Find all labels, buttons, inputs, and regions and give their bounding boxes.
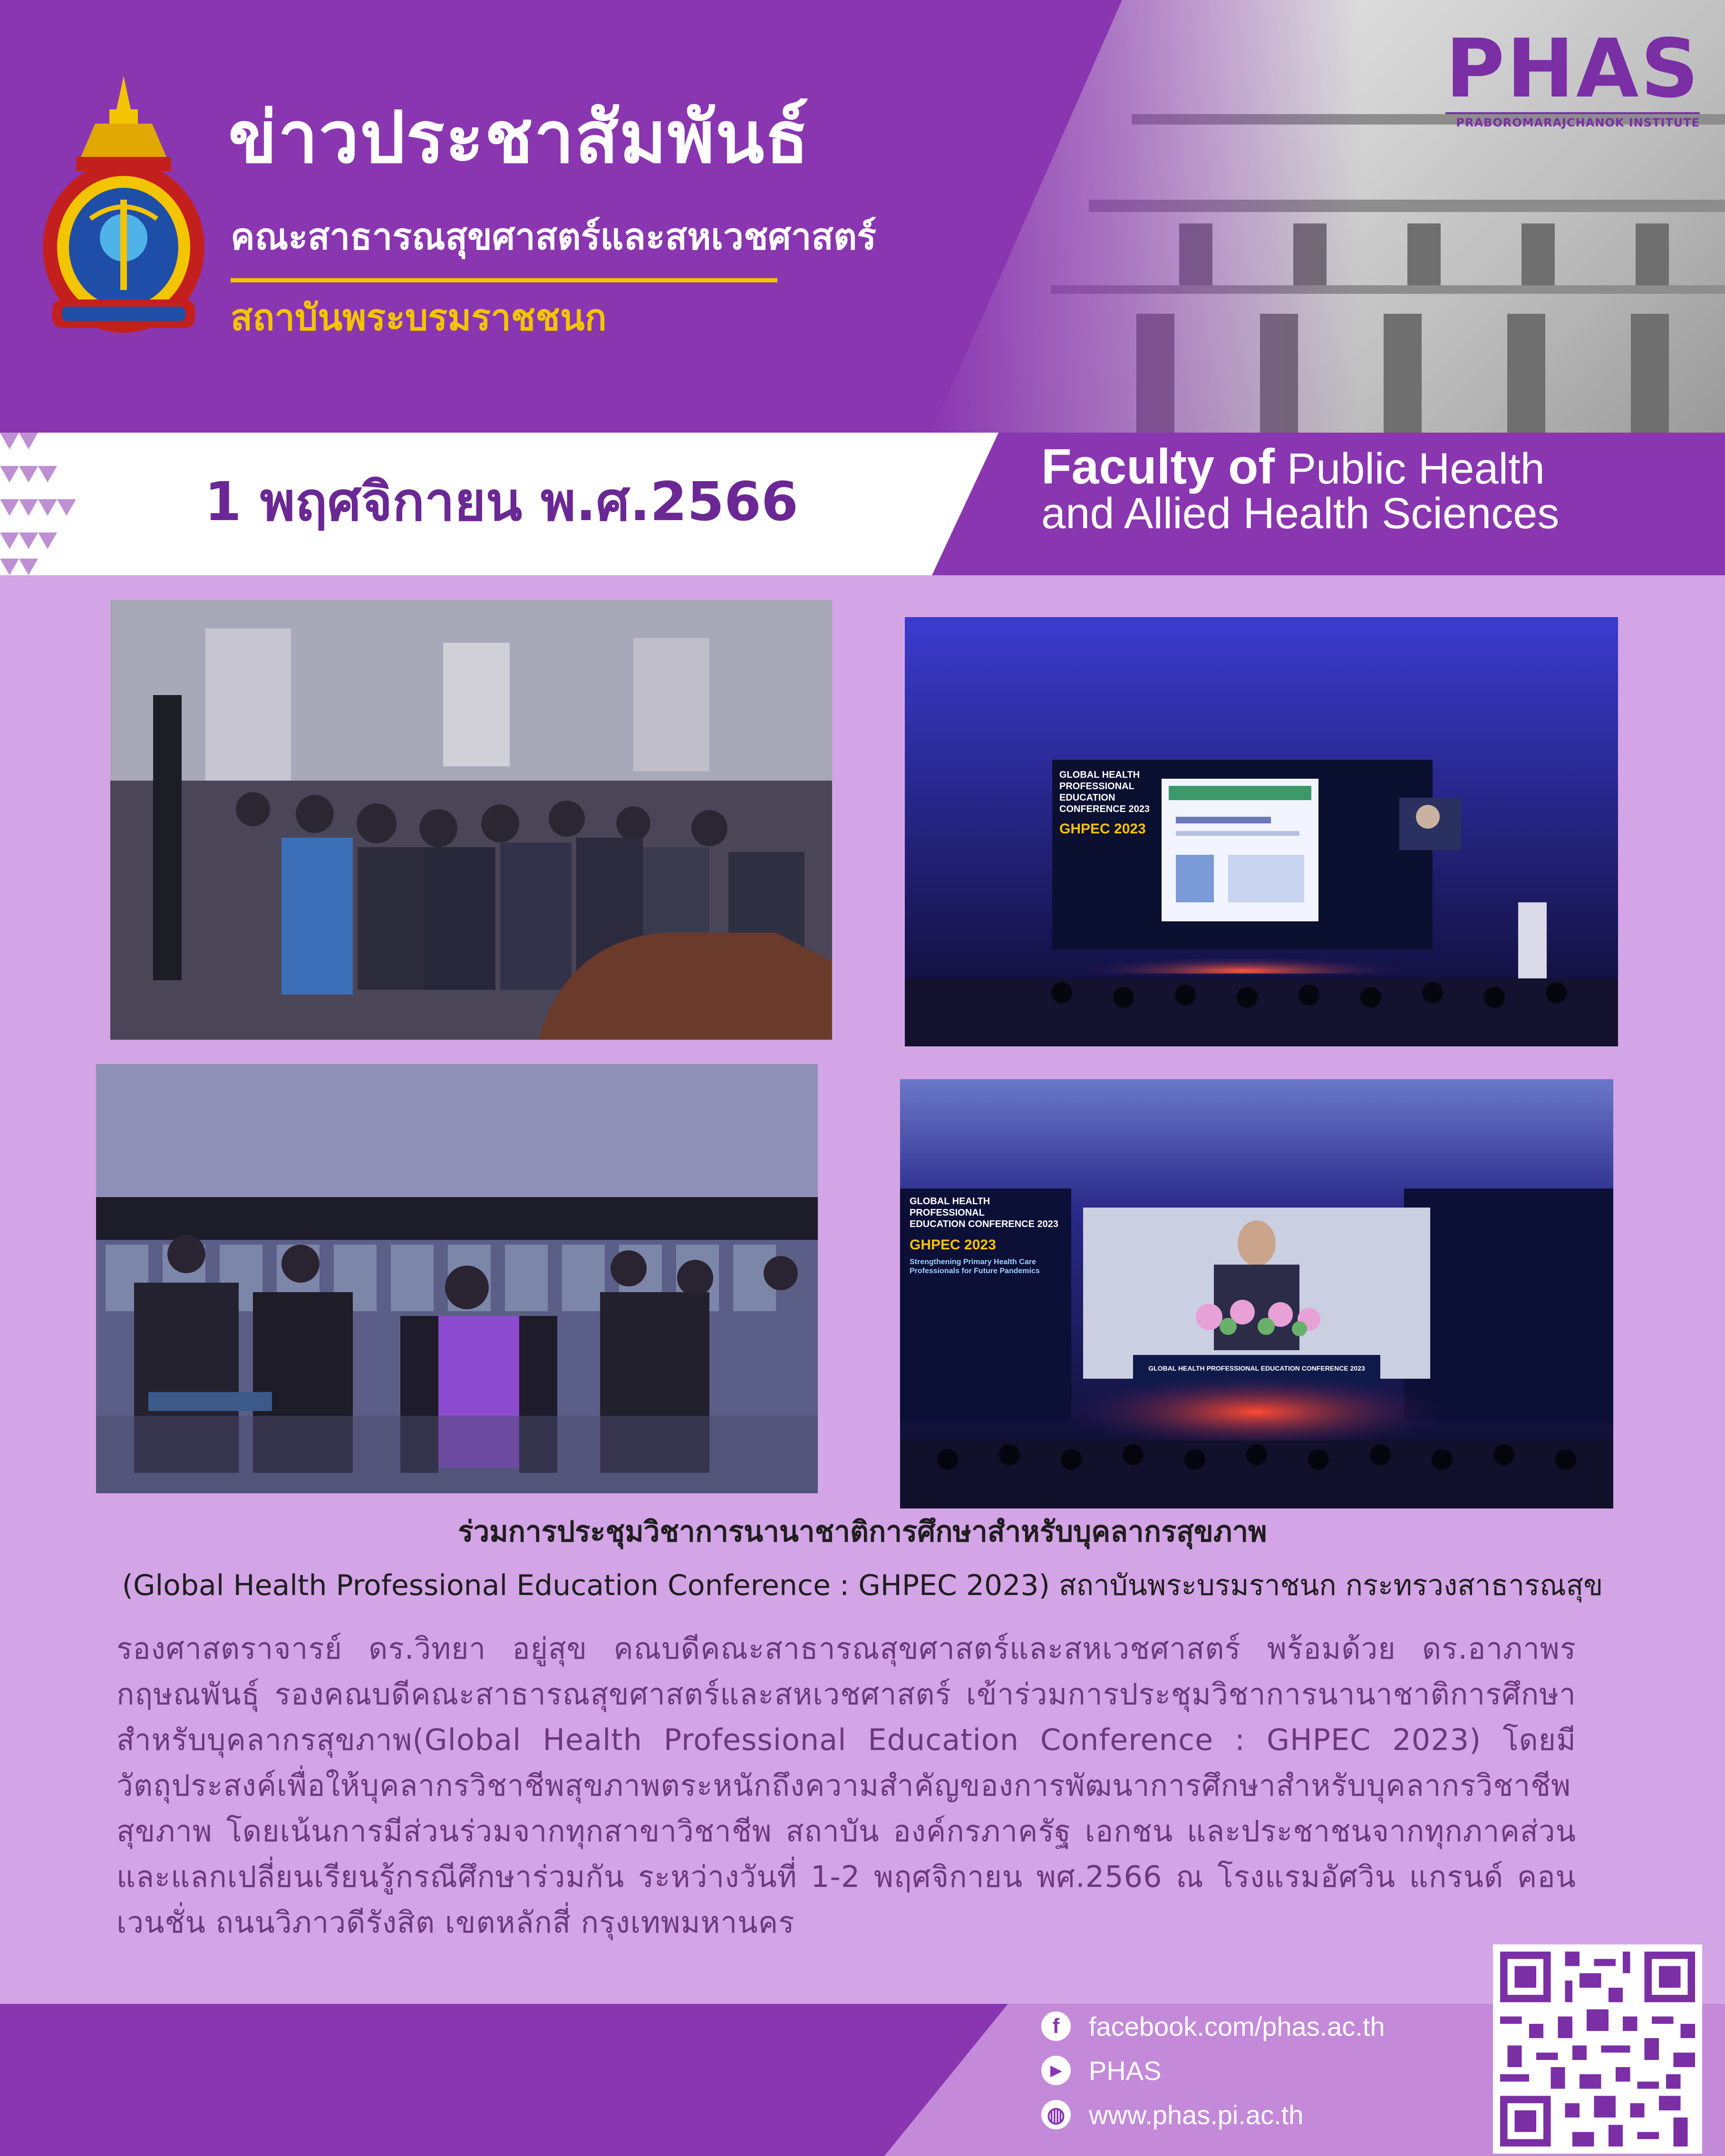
footer-facebook-link[interactable] [1041, 2007, 1385, 2045]
podium-banner: GLOBAL HEALTH PROFESSIONAL EDUCATION CONFERENCE 2023 [1148, 1364, 1365, 1372]
facebook-url[interactable]: facebook.com/phas.ac.th [1089, 2011, 1385, 2041]
photo-audience-side [96, 1064, 818, 1493]
faculty-name-en-bold: Faculty of [1041, 439, 1275, 494]
website-url[interactable]: www.phas.pi.ac.th [1089, 2099, 1304, 2130]
institute-name-th: สถาบันพระบรมราชชนก [231, 296, 607, 338]
photo-audience-front [110, 600, 832, 1040]
institute-emblem-icon [33, 76, 214, 342]
screen-title-line1: GLOBAL HEALTH PROFESSIONAL [1059, 770, 1140, 792]
side-screen-title-line1: GLOBAL HEALTH PROFESSIONAL [910, 1196, 990, 1218]
screen-event-name: GHPEC 2023 [1059, 821, 1146, 837]
side-screen-event-name: GHPEC 2023 [910, 1237, 996, 1253]
title-divider [231, 278, 777, 282]
globe-icon: ◍ [1041, 2100, 1071, 2129]
post-date: 1 พฤศจิกายน พ.ศ.2566 [204, 471, 798, 533]
side-screen-title-line2: EDUCATION CONFERENCE 2023 [910, 1219, 1059, 1229]
youtube-channel[interactable]: PHAS [1089, 2055, 1162, 2086]
footer-website-link[interactable] [1041, 2096, 1303, 2134]
screen-title-line2: EDUCATION CONFERENCE 2023 [1059, 793, 1150, 814]
faculty-name-en-line1 [1041, 440, 1545, 494]
side-screen-tagline: Strengthening Primary Health Care Professionals for Future Pandemics [910, 1258, 1040, 1276]
faculty-name-en-line2: and Allied Health Sciences [1041, 489, 1560, 538]
footer-youtube-link[interactable] [1041, 2051, 1162, 2089]
caption-title-th: ร่วมการประชุมวิชาการนานาชาติการศึกษาสำหรับบุคลากรสุขภาพ [458, 1515, 1267, 1548]
facebook-icon: f [1041, 2011, 1071, 2041]
qr-code-icon[interactable] [1493, 1944, 1702, 2154]
youtube-icon: ▶ [1041, 2056, 1071, 2085]
photo-speaker-podium [900, 1079, 1613, 1508]
phas-logo-word: PHAS [1445, 22, 1701, 116]
phas-logo-subtitle: PRABOROMARAJCHANOK INSTITUTE [1445, 112, 1700, 129]
caption-title-en: (Global Health Professional Education Conference : GHPEC 2023) สถาบันพระบรมราชนก กระทรวงสาธารณสุข [122, 1569, 1603, 1602]
page-title: ข่าวประชาสัมพันธ์ [228, 97, 810, 179]
phas-logo [1445, 22, 1701, 133]
triangle-pattern-icon [0, 433, 143, 575]
article-body: รองศาสตราจารย์ ดร.วิทยา อยู่สุข คณบดีคณะสาธารณสุขศาสตร์และสหเวชศาสตร์ พร้อมด้วย ดร.อาภาพร กฤษณพันธุ์ รองคณบดีคณะสาธารณสุขศาสตร์และสหเวชศาสตร์ เข้าร่วมการประชุมวิชาการนานาชาติการศึกษาสำหรับบุคลากรสุขภาพ(Global Health Professional Education Conference : GHPEC 2023) โดยมีวัตถุประสงค์เพื่อให้บุคลากรวิชาชีพสุขภาพตระหนักถึงความสำคัญของการพัฒนาการศึกษาสำหรับบุคลากรวิชาชีพสุขภาพ โดยเน้นการมีส่วนร่วมจากทุกสาขาวิชาชีพ สถาบัน องค์กรภาครัฐ เอกชน และประชาชนจากทุกภาคส่วน และแลกเปลี่ยนเรียนรู้กรณีศึกษาร่วมกัน ระหว่างวันที่ 1-2 พฤศจิกายน พศ.2566 ณ โรงแรมอัศวิน แกรนด์ คอนเวนชั่น ถนนวิภาวดีรังสิต เขตหลักสี่ กรุงเทพมหานคร [116, 1631, 1576, 1940]
faculty-name-en-rest: Public Health [1275, 445, 1545, 493]
photo-stage-screen [905, 617, 1618, 1046]
faculty-name-th: คณะสาธารณสุขศาสตร์และสหเวชศาสตร์ [231, 215, 877, 258]
